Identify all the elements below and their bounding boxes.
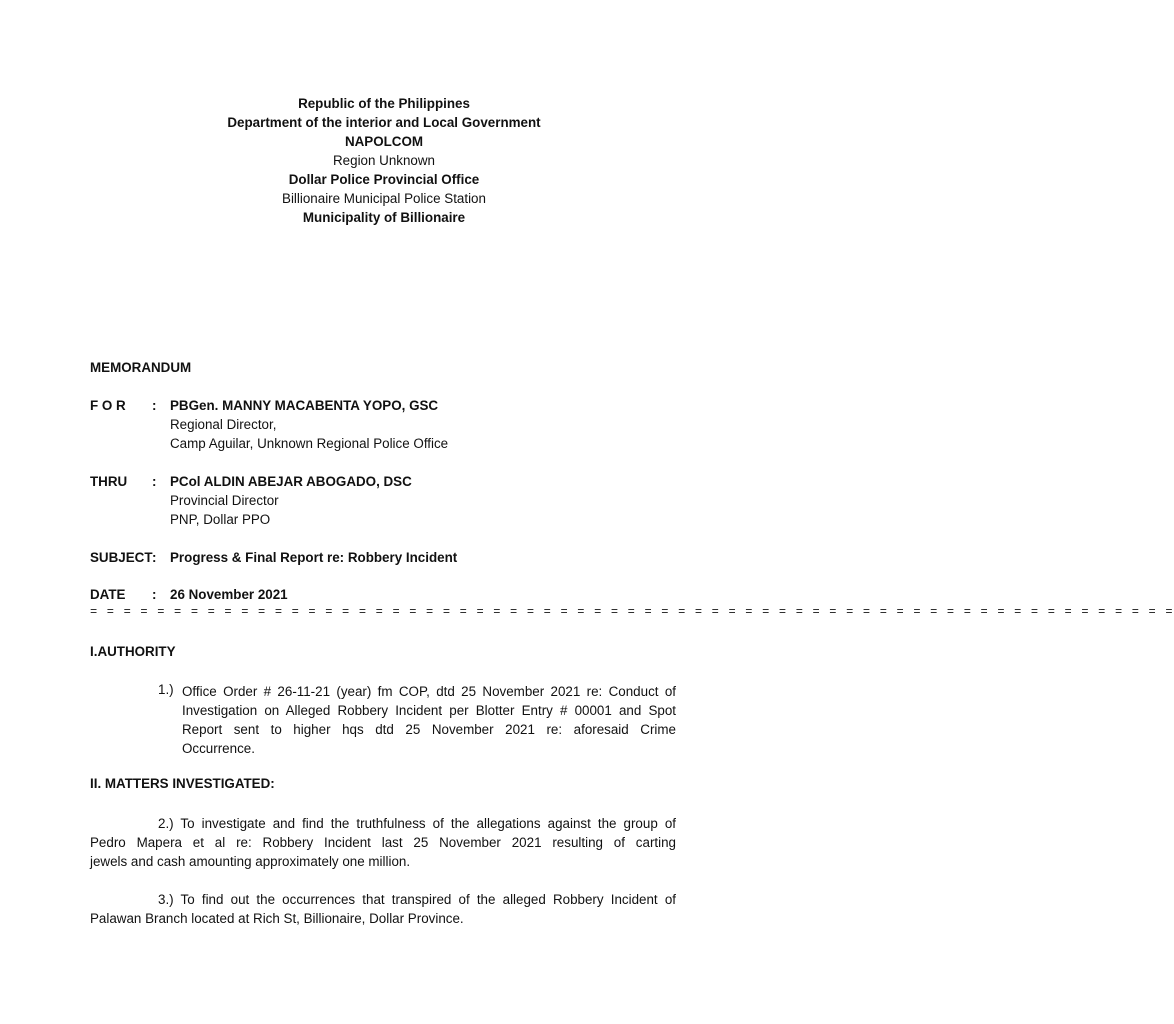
item2-paragraph [90, 814, 676, 871]
for-label: F O R [90, 398, 126, 413]
header-line-department: Department of the interior and Local Government [227, 115, 541, 130]
for-colon: : [152, 398, 157, 413]
divider-line: = = = = = = = = = = = = = = = = = = = = = = = = = = = = = = = = = = = = = = = = = = = = = = = = = = = = = = = = = = = = = = = = = [90, 605, 1174, 619]
subject-colon: : [152, 550, 157, 565]
item2-line: 2.) To investigate and find the truthfulness of the allegations against the group of [158, 816, 676, 831]
header-line-provincial-office: Dollar Police Provincial Office [288, 172, 480, 187]
for-name: PBGen. MANNY MACABENTA YOPO, GSC [170, 398, 439, 413]
item3-paragraph [90, 890, 676, 928]
item1-line: Report sent to higher hqs dtd 25 November 2021 re: aforesaid Crime [182, 722, 676, 737]
thru-name: PCol ALDIN ABEJAR ABOGADO, DSC [170, 474, 412, 489]
thru-label: THRU [90, 474, 128, 489]
subject-label: SUBJECT [90, 550, 153, 565]
thru-title: Provincial Director [170, 493, 279, 508]
letterhead [0, 94, 768, 227]
header-line-region: Region Unknown [333, 153, 435, 168]
item1-number: 1.) [158, 682, 174, 697]
thru-colon: : [152, 474, 157, 489]
subject-value: Progress & Final Report re: Robbery Incident [170, 550, 458, 565]
header-line-police-station: Billionaire Municipal Police Station [282, 191, 486, 206]
item1-line: Investigation on Alleged Robbery Incident per Blotter Entry # 00001 and Spot [182, 703, 676, 718]
date-colon: : [152, 587, 157, 602]
header-line-municipality: Municipality of Billionaire [302, 210, 466, 225]
item1-line: Office Order # 26-11-21 (year) fm COP, dtd 25 November 2021 re: Conduct of [182, 684, 676, 699]
item2-line: jewels and cash amounting approximately one million. [90, 854, 411, 869]
section-authority-title: I.AUTHORITY [90, 644, 176, 659]
for-office: Camp Aguilar, Unknown Regional Police Office [170, 436, 449, 451]
item1-paragraph [182, 682, 676, 758]
for-title: Regional Director, [170, 417, 277, 432]
item3-line: 3.) To find out the occurrences that transpired of the alleged Robbery Incident of [158, 892, 676, 907]
item3-line: Palawan Branch located at Rich St, Billionaire, Dollar Province. [90, 911, 464, 926]
date-label: DATE [90, 587, 126, 602]
thru-office: PNP, Dollar PPO [170, 512, 271, 527]
date-value: 26 November 2021 [170, 587, 288, 602]
memo-title: MEMORANDUM [90, 360, 192, 375]
item1-line: Occurrence. [182, 741, 255, 756]
section-matters-title: II. MATTERS INVESTIGATED: [90, 776, 275, 791]
header-line-napolcom: NAPOLCOM [344, 134, 424, 149]
header-line-republic: Republic of the Philippines [298, 96, 470, 111]
item2-line: Pedro Mapera et al re: Robbery Incident last 25 November 2021 resulting of carting [90, 835, 676, 850]
